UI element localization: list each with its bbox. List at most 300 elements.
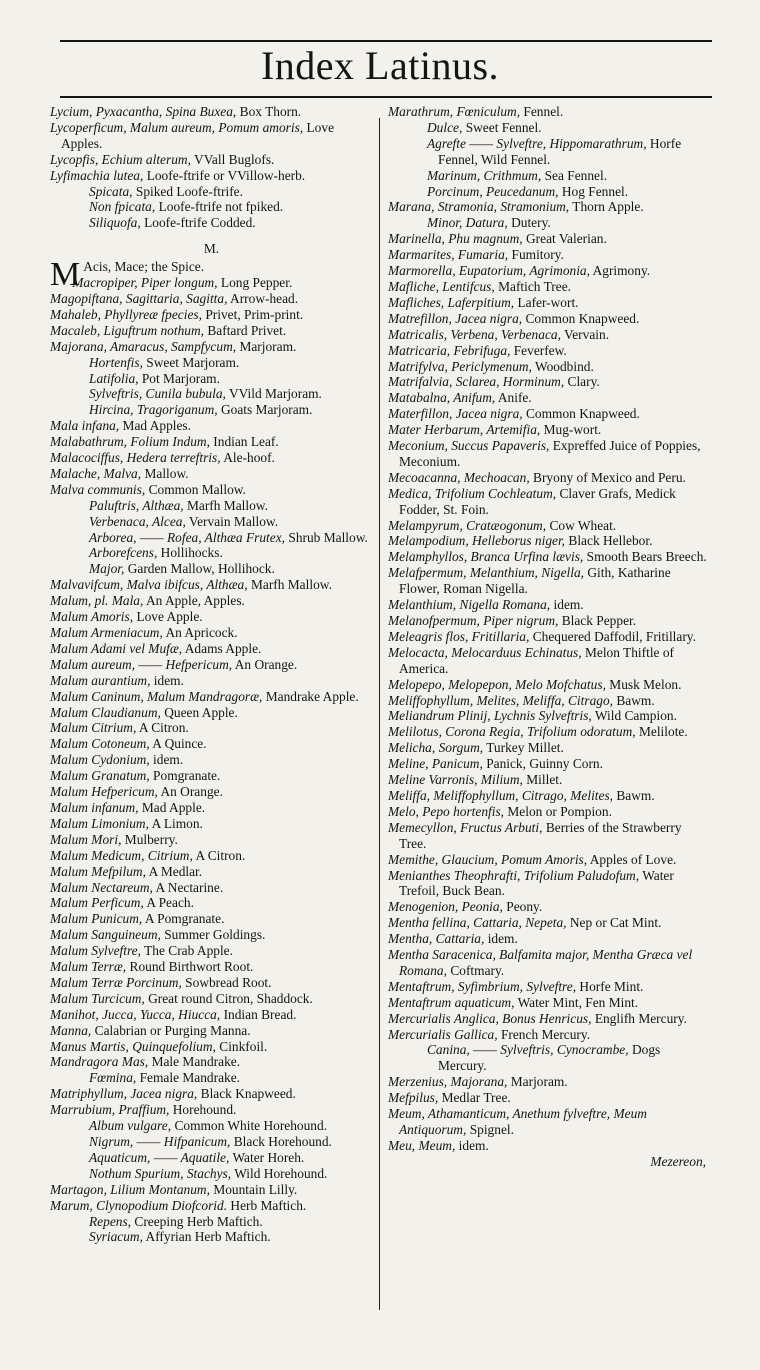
english-term: idem. xyxy=(153,752,184,768)
english-term: Melilote. xyxy=(638,724,688,740)
latin-term: Malum Punicum, xyxy=(50,911,143,927)
latin-term: Malum Terræ Porcinum, xyxy=(50,974,182,990)
english-term: Baftard Privet. xyxy=(207,322,287,338)
latin-term: Manus Martis, Quinquefolium, xyxy=(50,1038,216,1054)
page-title: Index Latinus. xyxy=(260,43,500,88)
latin-term: Malache, Malva, xyxy=(50,465,142,481)
english-term: A Nectarine. xyxy=(155,879,224,895)
index-entry xyxy=(50,641,373,657)
latin-term: Fœmina, xyxy=(89,1070,137,1086)
english-term: Millet. xyxy=(526,772,563,788)
index-entry xyxy=(50,577,373,593)
latin-term: Malum Limonium, xyxy=(50,815,149,831)
index-entry xyxy=(388,677,710,693)
latin-term: Manna, xyxy=(50,1022,92,1038)
english-term: A Citron. xyxy=(195,847,246,863)
index-entry xyxy=(50,418,373,434)
latin-term: Malum Medicum, Citrium, xyxy=(50,847,193,863)
index-entry xyxy=(50,736,373,752)
index-entry xyxy=(50,911,373,927)
index-entry xyxy=(388,1106,710,1138)
index-entry xyxy=(388,597,710,613)
latin-term: Mefpilus, xyxy=(388,1090,439,1106)
english-term: idem. xyxy=(487,931,518,947)
latin-term: Melafpermum, Melanthium, Nigella, xyxy=(388,565,584,581)
english-term: Black Knapweed. xyxy=(200,1086,296,1102)
english-term: Black Horehound. xyxy=(233,1134,332,1149)
column-divider xyxy=(379,118,380,1310)
index-entry xyxy=(50,1023,373,1039)
english-term: Pomgranate. xyxy=(153,768,221,784)
index-entry xyxy=(388,359,710,375)
english-term: Apples of Love. xyxy=(589,851,677,867)
index-entry xyxy=(50,530,373,546)
index-entry xyxy=(388,693,710,709)
latin-term: Malum Nectareum, xyxy=(50,879,153,895)
english-term: An Apricock. xyxy=(165,625,238,640)
index-entry xyxy=(388,533,710,549)
latin-term: Matriphyllum, Jacea nigra, xyxy=(50,1086,198,1102)
latin-term: Marathrum, Fœniculum, xyxy=(388,104,521,119)
index-entry xyxy=(50,184,373,200)
english-term: Sowbread Root. xyxy=(185,974,272,990)
latin-term: Malum, pl. Mala, xyxy=(50,593,144,609)
latin-term: Dulce, xyxy=(427,119,463,135)
index-entry xyxy=(388,295,710,311)
english-term: Marjoram. xyxy=(510,1074,568,1090)
english-term: Claver Grafs, Medick Fodder, St. Foin. xyxy=(399,485,676,517)
latin-term: Malva communis, xyxy=(50,481,146,497)
english-term: Common White Horehound. xyxy=(174,1118,328,1134)
english-term: idem. xyxy=(458,1137,489,1153)
index-entry xyxy=(50,1054,373,1070)
english-term: Shrub Mallow. xyxy=(288,529,368,545)
english-term: Water Horeh. xyxy=(232,1149,305,1165)
latin-term: Magopiftana, Sagittaria, Sagitta, xyxy=(50,290,228,306)
latin-term: Macropiper, Piper longum, xyxy=(72,275,218,291)
english-term: Sea Fennel. xyxy=(544,167,608,183)
english-term: Black Pepper. xyxy=(561,613,637,628)
index-entry xyxy=(50,402,373,418)
index-entry xyxy=(388,772,710,788)
english-term: Englifh Mercury. xyxy=(594,1010,687,1026)
left-entries xyxy=(50,275,373,1245)
latin-term: Malvavifcum, Malva ibifcus, Althæa, xyxy=(50,577,248,593)
latin-term: Mentha fellina, Cattaria, Nepeta, xyxy=(388,915,567,931)
index-entry xyxy=(388,915,710,931)
top-rule xyxy=(60,40,712,42)
latin-term: Matrifalvia, Sclarea, Horminum, xyxy=(388,374,565,390)
index-entry xyxy=(388,518,710,534)
english-term: Clary. xyxy=(567,374,600,390)
english-term: Horfe Mint. xyxy=(579,978,644,994)
latin-term: Malum Caninum, Malum Mandragoræ, xyxy=(50,688,263,704)
english-term: Horehound. xyxy=(172,1102,237,1118)
latin-term: Lycium, Pyxacantha, Spina Buxea, xyxy=(50,104,237,119)
index-entry xyxy=(388,852,710,868)
latin-term: Arborefcens, xyxy=(89,545,158,561)
index-entry xyxy=(50,291,373,307)
latin-term: Mandragora Mas, xyxy=(50,1054,149,1070)
english-term: Affyrian Herb Maftich. xyxy=(145,1229,271,1245)
index-entry xyxy=(50,593,373,609)
english-term: Loofe-ftrife not fpiked. xyxy=(158,199,284,215)
index-entry xyxy=(50,120,373,152)
latin-term: Medica, Trifolium Cochleatum, xyxy=(388,485,557,501)
index-entry xyxy=(388,486,710,518)
index-entry xyxy=(388,199,710,215)
index-entry xyxy=(50,816,373,832)
english-term: Calabrian or Purging Manna. xyxy=(94,1022,251,1038)
english-term: Peony. xyxy=(506,899,543,915)
index-entry xyxy=(50,657,373,673)
latin-term: Repens, xyxy=(89,1213,132,1229)
latin-term: Sylveftris, Cunila bubula, xyxy=(89,386,226,402)
latin-term: Merzenius, Majorana, xyxy=(388,1074,508,1090)
index-entry xyxy=(388,645,710,677)
latin-term: Malum Sanguineum, xyxy=(50,927,161,943)
index-entry xyxy=(388,104,710,120)
english-term: Marfh Mallow. xyxy=(186,497,268,513)
latin-term: Arborea, —— Rofea, Althæa Frutex, xyxy=(89,529,286,545)
english-term: A Limon. xyxy=(151,815,203,831)
index-entry xyxy=(50,545,373,561)
latin-term: Mentha Saracenica, Balfamita major, Mentha Græca vel Romana, xyxy=(388,947,693,978)
english-term: Mountain Lilly. xyxy=(213,1181,298,1197)
index-entry xyxy=(388,931,710,947)
index-entry xyxy=(388,947,710,979)
latin-term: Marmorella, Eupatorium, Agrimonia, xyxy=(388,263,590,279)
index-entry xyxy=(50,152,373,168)
english-term: Love Apples. xyxy=(61,119,335,151)
english-term: Long Pepper. xyxy=(220,275,293,291)
latin-term: Melampodium, Helleborus niger, xyxy=(388,533,566,549)
index-entry xyxy=(388,868,710,900)
latin-term: Porcinum, Peucedanum, xyxy=(427,183,559,199)
index-entry xyxy=(50,434,373,450)
section-letter: M. xyxy=(203,241,220,257)
english-term: A Citron. xyxy=(138,720,189,736)
index-entry xyxy=(388,120,710,136)
english-term: Cow Wheat. xyxy=(549,517,617,533)
english-term: Privet, Prim-print. xyxy=(205,306,304,322)
latin-term: Mahaleb, Phyllyreæ fpecies, xyxy=(50,306,202,322)
english-term: Coftmary. xyxy=(450,962,505,978)
latin-term: Martagon, Lilium Montanum, xyxy=(50,1181,210,1197)
first-entry-text: Acis, Mace; the Spice. xyxy=(83,259,205,275)
index-entry xyxy=(50,355,373,371)
index-entry xyxy=(50,943,373,959)
english-term: Melon Thiftle of America. xyxy=(399,644,674,676)
index-entry xyxy=(388,788,710,804)
index-entry xyxy=(50,215,373,231)
english-term: Loofe-ftrife or VVillow-herb. xyxy=(146,167,306,183)
drop-cap: M xyxy=(50,256,81,294)
index-entry xyxy=(388,708,710,724)
english-term: Medlar Tree. xyxy=(441,1090,511,1106)
latin-term: Malum infanum, xyxy=(50,799,139,815)
index-entry xyxy=(50,514,373,530)
english-term: Adams Apple. xyxy=(184,640,262,656)
latin-term: Marinum, Crithmum, xyxy=(427,167,542,183)
index-entry xyxy=(388,1074,710,1090)
index-entry xyxy=(388,168,710,184)
index-entry xyxy=(50,561,373,577)
index-entry xyxy=(388,438,710,470)
latin-term: Spicata, xyxy=(89,183,133,199)
index-entry xyxy=(388,184,710,200)
english-term: Common Mallow. xyxy=(148,481,246,497)
latin-term: Meline Varronis, Milium, xyxy=(388,772,523,788)
latin-term: Hircina, Tragoriganum, xyxy=(89,402,218,418)
index-entry xyxy=(388,311,710,327)
english-term: Fennel. xyxy=(523,104,564,119)
english-term: Creeping Herb Maftich. xyxy=(134,1213,263,1229)
latin-term: Melanofpermum, Piper nigrum, xyxy=(388,613,559,628)
catchword: Mezereon, xyxy=(650,1153,706,1169)
latin-term: Meliandrum Plinij, Lychnis Sylveftris, xyxy=(388,708,592,724)
latin-term: Paluftris, Althæa, xyxy=(89,497,184,513)
english-term: Feverfew. xyxy=(513,342,567,358)
latin-term: Mafliche, Lentifcus, xyxy=(388,278,495,294)
latin-term: Materfillon, Jacea nigra, xyxy=(388,406,523,422)
index-entry xyxy=(50,689,373,705)
english-term: Mallow. xyxy=(144,465,189,481)
english-term: Marfh Mallow. xyxy=(250,577,332,593)
latin-term: Malum Cydonium, xyxy=(50,752,150,768)
english-term: Berries of the Strawberry Tree. xyxy=(399,819,682,851)
index-entry xyxy=(388,1011,710,1027)
latin-term: Matrefillon, Jacea nigra, xyxy=(388,310,523,326)
index-entry xyxy=(50,1007,373,1023)
index-entry xyxy=(50,104,373,120)
latin-term: Marrubium, Praffium, xyxy=(50,1102,170,1118)
english-term: Chequered Daffodil, Fritillary. xyxy=(532,628,696,644)
english-term: Indian Bread. xyxy=(223,1006,297,1022)
latin-term: Malum aurantium, xyxy=(50,672,151,688)
latin-term: Malum Adami vel Mufæ, xyxy=(50,640,183,656)
index-entry xyxy=(388,629,710,645)
english-term: Spiked Loofe-ftrife. xyxy=(135,183,243,199)
english-term: Great round Citron, Shaddock. xyxy=(148,990,313,1006)
latin-term: Malum Mefpilum, xyxy=(50,863,146,879)
english-term: A Peach. xyxy=(146,895,194,911)
latin-term: Hortenfis, xyxy=(89,354,143,370)
latin-term: Non fpicata, xyxy=(89,199,156,215)
index-entry xyxy=(50,482,373,498)
english-term: Smooth Bears Breech. xyxy=(586,549,707,565)
latin-term: Lyfimachia lutea, xyxy=(50,167,144,183)
index-entry xyxy=(50,466,373,482)
latin-term: Lycoperficum, Malum aureum, Pomum amoris, xyxy=(50,119,304,135)
english-term: Hollihocks. xyxy=(160,545,223,561)
english-term: Water Trefoil, Buck Bean. xyxy=(399,867,674,899)
latin-term: Melicha, Sorgum, xyxy=(388,740,484,756)
latin-term: Major, xyxy=(89,561,125,577)
index-entry xyxy=(50,1198,373,1214)
english-term: VVild Marjoram. xyxy=(228,386,322,402)
latin-term: Verbenaca, Alcea, xyxy=(89,513,186,529)
index-entry xyxy=(388,1138,710,1154)
english-term: Pot Marjoram. xyxy=(141,370,220,386)
latin-term: Menogenion, Peonia, xyxy=(388,899,503,915)
english-term: Mulberry. xyxy=(124,831,178,847)
english-term: Garden Mallow, Hollihock. xyxy=(127,561,275,577)
english-term: Fumitory. xyxy=(511,247,564,263)
index-entry xyxy=(50,1039,373,1055)
latin-term: Meline, Panicum, xyxy=(388,756,483,772)
index-entry xyxy=(50,168,373,184)
latin-term: Meconium, Succus Papaveris, xyxy=(388,438,550,454)
index-entry xyxy=(50,832,373,848)
index-entry xyxy=(50,800,373,816)
latin-term: Memecyllon, Fructus Arbuti, xyxy=(388,819,543,835)
english-term: Great Valerian. xyxy=(526,231,607,247)
index-entry xyxy=(50,880,373,896)
left-entries-before xyxy=(50,104,373,231)
english-term: Panick, Guinny Corn. xyxy=(486,756,603,772)
index-entry xyxy=(388,1090,710,1106)
english-term: An Apple, Apples. xyxy=(145,593,245,609)
index-entry xyxy=(50,1086,373,1102)
index-entry xyxy=(50,498,373,514)
latin-term: Malum Granatum, xyxy=(50,768,150,784)
latin-term: Malum Claudianum, xyxy=(50,704,161,720)
index-entry xyxy=(50,720,373,736)
english-term: Ale-hoof. xyxy=(223,450,275,466)
latin-term: Meliffa, Meliffophyllum, Citrago, Melites, xyxy=(388,787,614,803)
index-entry xyxy=(388,1042,710,1074)
english-term: Summer Goldings. xyxy=(164,927,266,943)
latin-term: Marinella, Phu magnum, xyxy=(388,231,523,247)
latin-term: Majorana, Amaracus, Sampfycum, xyxy=(50,338,237,354)
english-term: Maftich Tree. xyxy=(498,278,571,294)
latin-term: Melilotus, Corona Regia, Trifolium odoratum, xyxy=(388,724,636,740)
index-entry xyxy=(50,1070,373,1086)
index-entry xyxy=(388,549,710,565)
latin-term: Canina, —— Sylveftris, Cynocrambe, xyxy=(427,1042,629,1058)
index-entry xyxy=(50,975,373,991)
english-term: Spignel. xyxy=(469,1122,514,1137)
english-term: Loofe-ftrife Codded. xyxy=(144,215,256,231)
latin-term: Mater Herbarum, Artemifia, xyxy=(388,422,541,438)
latin-term: Aquaticum, —— Aquatile, xyxy=(89,1149,230,1165)
right-entries xyxy=(388,104,710,1154)
index-entry xyxy=(50,927,373,943)
index-entry xyxy=(388,1027,710,1043)
english-term: Common Knapweed. xyxy=(526,406,640,422)
latin-term: Agrefte —— Sylveftre, Hippomarathrum, xyxy=(427,135,647,151)
index-entry xyxy=(50,1102,373,1118)
latin-term: Mecoacanna, Mechoacan, xyxy=(388,469,530,485)
latin-term: Malum Sylveftre, xyxy=(50,943,141,959)
index-entry xyxy=(50,371,373,387)
latin-term: Mentha, Cattaria, xyxy=(388,931,485,947)
index-entry xyxy=(50,1166,373,1182)
english-term: Indian Leaf. xyxy=(213,434,279,450)
english-term: Bryony of Mexico and Peru. xyxy=(533,469,686,485)
index-entry xyxy=(388,470,710,486)
latin-term: Malum Turcicum, xyxy=(50,990,145,1006)
english-term: Dogs Mercury. xyxy=(438,1042,661,1074)
left-column xyxy=(50,104,373,1245)
latin-term: Macaleb, Liguftrum nothum, xyxy=(50,322,204,338)
latin-term: Nothum Spurium, Stachys, xyxy=(89,1165,232,1181)
index-entry xyxy=(50,450,373,466)
english-term: Goats Marjoram. xyxy=(220,402,313,418)
latin-term: Marmarites, Fumaria, xyxy=(388,247,509,263)
index-entry xyxy=(388,820,710,852)
latin-term: Malum Hefpericum, xyxy=(50,784,158,800)
index-entry xyxy=(388,279,710,295)
index-entry xyxy=(388,756,710,772)
index-entry xyxy=(388,406,710,422)
right-column xyxy=(388,104,710,1170)
title-rule xyxy=(60,96,712,98)
index-entry xyxy=(388,263,710,279)
index-entry xyxy=(50,895,373,911)
english-term: Male Mandrake. xyxy=(151,1054,241,1070)
latin-term: Malum Mori, xyxy=(50,831,122,847)
english-term: An Orange. xyxy=(160,784,223,800)
english-term: Thorn Apple. xyxy=(572,199,644,215)
english-term: Anife. xyxy=(497,390,532,406)
english-term: Vervain Mallow. xyxy=(188,513,279,529)
english-term: Box Thorn. xyxy=(239,104,302,119)
index-entry xyxy=(388,724,710,740)
english-term: A Quince. xyxy=(152,736,207,752)
english-term: Marjoram. xyxy=(239,338,297,354)
latin-term: Malum Citrium, xyxy=(50,720,137,736)
latin-term: Minor, Datura, xyxy=(427,215,508,231)
index-entry xyxy=(50,1150,373,1166)
english-term: Melon or Pompion. xyxy=(507,803,612,819)
index-entry xyxy=(50,959,373,975)
english-term: Woodbind. xyxy=(535,358,594,374)
latin-term: Menianthes Theophrafti, Trifolium Paludofum, xyxy=(388,867,640,883)
latin-term: Memithe, Glaucium, Pomum Amoris, xyxy=(388,851,588,867)
latin-term: Matrifylva, Periclymenum, xyxy=(388,358,532,374)
english-term: Mad Apple. xyxy=(141,799,206,815)
latin-term: Mercurialis Gallica, xyxy=(388,1026,498,1042)
latin-term: Matricalis, Verbena, Verbenaca, xyxy=(388,326,561,342)
index-entry xyxy=(388,231,710,247)
index-entry xyxy=(50,1214,373,1230)
english-term: Mad Apples. xyxy=(122,418,191,434)
english-term: Bawm. xyxy=(616,692,655,708)
english-term: Horfe Fennel, Wild Fennel. xyxy=(438,135,682,167)
english-term: Hog Fennel. xyxy=(561,183,629,199)
latin-term: Melanthium, Nigella Romana, xyxy=(388,597,551,613)
english-term: Expreffed Juice of Poppies, Meconium. xyxy=(399,438,701,469)
index-entry xyxy=(50,1229,373,1245)
latin-term: Meleagris flos, Fritillaria, xyxy=(388,628,530,644)
latin-term: Mentaftrum aquaticum, xyxy=(388,994,515,1010)
index-entry xyxy=(50,848,373,864)
latin-term: Melo, Pepo hortenfis, xyxy=(388,803,505,819)
index-entry xyxy=(50,323,373,339)
latin-term: Matabalna, Anifum, xyxy=(388,390,496,406)
latin-term: Mala infana, xyxy=(50,418,120,434)
index-entry xyxy=(388,995,710,1011)
english-term: Vervain. xyxy=(564,326,610,342)
latin-term: Melopepo, Melopepon, Melo Mofchatus, xyxy=(388,676,606,692)
index-entry xyxy=(50,705,373,721)
index-entry xyxy=(388,740,710,756)
english-term: Musk Melon. xyxy=(609,676,682,692)
index-entry xyxy=(50,1134,373,1150)
english-term: Herb Maftich. xyxy=(230,1197,307,1213)
